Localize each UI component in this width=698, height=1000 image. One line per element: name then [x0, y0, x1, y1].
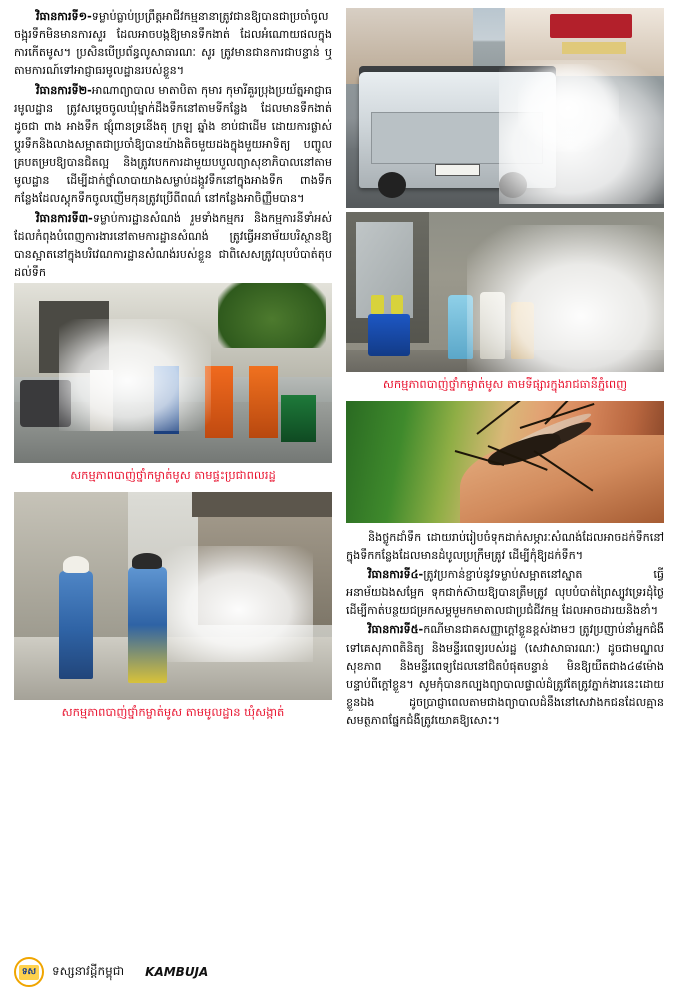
continuation-text: និងថ្លូកដាំទឹក ដោយរាប់រៀបចំទុកដាក់សម្ភារៈសំណង់ដែលអាចដក់ទឹកនៅ ក្នុងទឹកកន្លែងដែលមានដំបូលប្រក្រឹមត្រូវ ដើម្បីកុំឱ្យដក់ទឹក។ — [346, 530, 664, 562]
left-column — [14, 8, 332, 928]
photo-market-tarp — [356, 222, 413, 318]
measure-3-lead: វិធានការទី៣- — [36, 211, 93, 225]
photo-two-workers-fogging — [14, 492, 332, 700]
caption-market-fogging: សកម្មភាពបាញ់ថ្នាំកម្ចាត់មូស តាមទីផ្សារក្នុងរាជធានីភ្នំពេញ — [382, 377, 628, 391]
measure-1-lead: វិធានការទី១- — [36, 10, 92, 23]
logo-text: ទស — [19, 965, 39, 980]
measure-5-lead: វិធានការទី៥- — [368, 623, 424, 637]
measure-1-text: ទម្លាប់ធ្លាប់ប្រព្រឹត្តអាជីវកម្មនានាត្រូវជានឱ្យបានជាប្រចាំចូលចង្អុរទឹកមិនមានការសួរ ដែលអាចបង្កឱ្យមានទឹកងាត់ ដែលអំណោយផលក្នុងការកើតមូស។ ប្រសិនបើប្រព័ន្ធលូសាធារណៈ សូរ ត្រូវមានជានការជាបន្ទាន់ ឬតាមការណ៍ទៅអាជ្ញាធរមូលដ្ឋានរបស់ខ្លួន។ — [14, 10, 332, 78]
photo-yellow-signboard — [562, 42, 626, 54]
photo-roof — [192, 492, 332, 517]
photo-fog-spray-core — [518, 64, 620, 152]
photo-street-fogging — [14, 283, 332, 463]
page-footer — [14, 954, 684, 990]
photo-worker-fogger — [128, 567, 166, 683]
photo-mosquito-on-skin — [346, 401, 664, 523]
measure-2-lead: វិធានការទី២- — [36, 83, 92, 97]
photo-worker-white-hat — [59, 571, 94, 679]
paragraph-continuation — [346, 529, 664, 565]
photo-blue-drum — [368, 314, 409, 356]
two-column-layout — [14, 8, 684, 928]
paragraph-measure-1 — [14, 8, 332, 81]
photo-red-signboard — [550, 14, 633, 38]
measure-3-text: ទម្លាប់ការដ្ឋានសំណង់ រួមទាំងកម្មករ និងកម្មការនីទាំអស់ ដែលកំពុងបំពេញការងារនៅតាមការដ្ឋានសំណង់ ត្រូវធ្វើអនាម័យបរិស្ថានឱ្យបានស្អាតនៅក្នុងបរិវេណការដ្ឋានសំណង់របស់ខ្លួន ជាពិសេសត្រូវលុបបំបាត់តុបដល់ទឹក — [14, 211, 332, 279]
photo-worker-orange-2 — [249, 366, 278, 438]
paragraph-measure-3 — [14, 210, 332, 283]
measure-4-text: ត្រូវប្រកាន់ខ្ជាប់នូវទម្លាប់សម្អាតនៅស្នាត ធ្វើអនាម័យឯងសម្អែក ទុកជាក់ស៊ាយឱ្យបានត្រឹមត្រូវ លុបបំបាត់ព្រៃស្បូវទ្រេរដុំថ្ងៃ ដើម្បីកាត់បន្ថយជម្រកសម្គមួមកមាតាលជាប្រជំជីវកម្ម ដែលអាចដារយនិងខាំ។ — [346, 567, 664, 618]
photo-bottle-1 — [371, 295, 384, 314]
photo-fog-cloud — [59, 319, 212, 431]
photo-fogging-truck — [346, 8, 664, 208]
magazine-logo-icon — [14, 957, 44, 987]
photo-mosquito-legs — [441, 410, 619, 486]
right-column — [346, 8, 664, 928]
photo-market-fog — [467, 225, 664, 372]
photo-license-plate — [435, 164, 480, 176]
photo-tree — [218, 283, 326, 348]
measure-2-text: អាណាព្យាបាល មាតាបិតា កុមារ កុមារីគួរប្រុងប្រយ័ត្នអាជ្ញាធរមូលដ្ឋាន ត្រូវសម្តេចចូលឃុំម្នាក់ដឹងទឹកនៅតាមទីកន្លែង ដែលមានទឹកងាត់ ដូចជា ពាង អាងទឹក ផ្សុំពានទ្រនើងតុ ក្រឡ ឆ្នាំង ខាប់ជាដើម ដោយការផ្លាស់ប្តូរទឹកនិងលាងសម្អាតជាប្រចាំឱ្យបានយ៉ាងតិចមួយដងក្នុងមួយអាទិត្យ បញ្ចូលគ្របតម្របឱ្យបានជិតល្អ និងត្រូវបេកការដាមួយបបួលព្យាសុខាភិបាលនៅតាមមូលដ្ឋាន ដើម្បីដាក់ថ្នាំលាបាយាងសម្លាប់ដង្កូវទឹកនៅក្នុងអាងទឹក ពាងទឹក កន្លែងដែលស្តុកទឹកចូលញើមកុនត្រូវប្រើពីពណ៌ នៅកន្លែងអាចិញ្ញឹមបាន។ — [14, 83, 332, 206]
footer-title: ទស្សនាវដ្តីកម្ពុជា — [52, 964, 125, 978]
photo-market-fogging — [346, 212, 664, 372]
measure-5-text: កណីមានជាគសញ្ញាក្តៅខ្លួនខ្ពស់ងាមៗ ត្រូវប្រញាប់នាំអ្នកជំងឺទៅគេសុភាពតិនិត្យ និងមន្ទីរពេទ្យរបស់រដ្ឋ (សេវាសាធារណៈ) ដូចជាមណ្ឌលសុខភាព និងមន្ទីរពេទ្យដែលនៅជិតបំផុតបន្ទាន់ មិនឱ្យយឺតជាង៤៨ម៉ោង បន្ទាប់ពីក្តៅខ្លួន។ សូមកុំបានកល្បងព្យាបាលផ្ទាល់ដំត្រូវតែត្រូវភ្នាក់ងារនេះដោយខ្លួនឯង ដូចប្រាជ្ញាពេលតាមជាងព្យាបាលដំនឹងនៅសេវាងកជនដែលគ្មានសមត្ថភាពផ្នែកជំងឺត្រូវយោគឱ្យសោះ។ — [346, 623, 664, 728]
paragraph-measure-2 — [14, 82, 332, 209]
caption-two-workers: សកម្មភាពបាញ់ថ្នាំកម្ចាត់មូស តាមមូលដ្ឋាន ឃុំសង្កាត់ — [61, 704, 285, 719]
paragraph-measure-5 — [346, 621, 664, 730]
footer-brand: KAMBUJA — [145, 965, 209, 979]
measure-4-lead: វិធានការទី៤- — [368, 567, 424, 581]
photo-green-container — [281, 395, 316, 442]
photo-fog-cloud-2 — [148, 546, 313, 662]
caption-street-fogging: សកម្មភាពបាញ់ថ្នាំកម្ចាត់មូស តាមផ្ទះប្រជាពលរដ្ឋ — [70, 468, 276, 483]
paragraph-measure-4 — [346, 566, 664, 620]
photo-bottle-2 — [391, 295, 404, 314]
